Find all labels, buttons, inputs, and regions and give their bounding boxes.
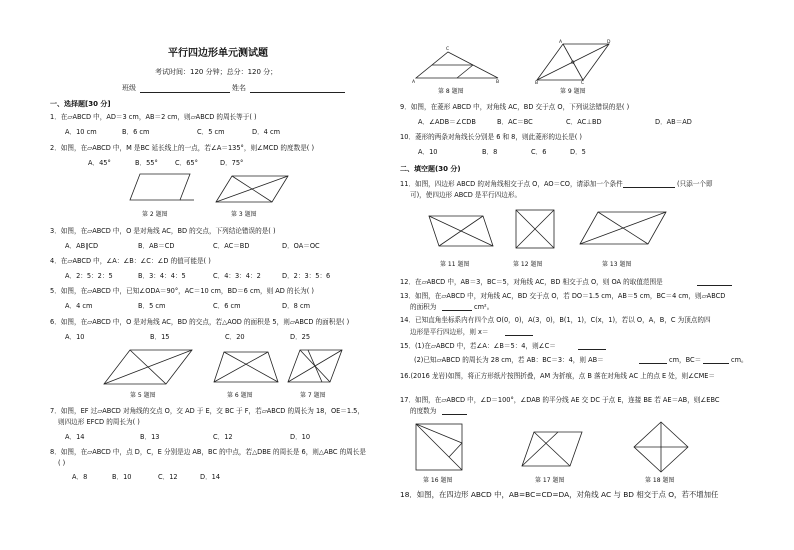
section-choice-heading: 一、选择题[30 分] — [50, 100, 111, 108]
figure-q6 — [210, 348, 280, 388]
question-12: 12．在▱ABCD 中，AB＝3，BC＝5，对角线 AC，BD 相交于点 O，则 OA 的取值范围是 — [400, 278, 663, 286]
figure-q5 — [102, 344, 194, 389]
name-blank[interactable] — [250, 92, 345, 93]
q5-option-c[interactable]: C．6 cm — [213, 302, 241, 310]
q1-option-b[interactable]: B．6 cm — [122, 128, 150, 136]
q6-option-a[interactable]: A．10 — [65, 333, 85, 341]
figure-q17 — [520, 428, 586, 472]
figure-7-caption: 第 7 题图 — [300, 392, 326, 399]
figure-q18 — [630, 418, 692, 476]
svg-text:B: B — [496, 80, 500, 85]
q7-option-b[interactable]: B．13 — [140, 433, 160, 441]
svg-text:A: A — [412, 80, 416, 85]
q2-option-d[interactable]: D．75° — [220, 159, 244, 167]
q3-option-a[interactable]: A．AB∥CD — [65, 242, 99, 250]
q2-option-c[interactable]: C．65° — [175, 159, 198, 167]
question-15-line-1: 15．(1)在▱ABCD 中，若∠A：∠B＝5：4，则∠C＝ — [400, 342, 556, 350]
question-14-line-1: 14．已知直角坐标系内有四个点 O(0，0)，A(3，0)，B(1，1)，C(x，1)，若以 O，A，B，C 为顶点的四 — [400, 316, 711, 324]
question-5: 5．如图，在▱ABCD 中，已知∠ODA＝90°，AC＝10 cm，BD＝6 cm，则 AD 的长为( ) — [50, 287, 314, 295]
q13-answer-blank[interactable] — [442, 310, 472, 311]
svg-text:D: D — [607, 40, 611, 45]
q13-unit: cm²。 — [474, 303, 494, 311]
page-title: 平行四边形单元测试题 — [168, 48, 268, 59]
q3-option-b[interactable]: B．AB＝CD — [138, 242, 175, 250]
figure-2-caption: 第 2 题图 — [142, 211, 168, 218]
q8-option-c[interactable]: C．12 — [158, 473, 178, 481]
question-14-line-2: 边形是平行四边形，则 x＝ — [410, 328, 489, 336]
class-label: 班级 — [122, 84, 136, 92]
figure-9-caption: 第 9 题图 — [560, 88, 586, 95]
question-7-line-2: 则四边形 EFCD 的周长为( ) — [58, 418, 140, 426]
q9-option-d[interactable]: D．AB＝AD — [655, 118, 692, 126]
q15-2-bc-blank[interactable] — [703, 363, 729, 364]
q4-option-c[interactable]: C．4：3：4：2 — [213, 272, 261, 280]
figure-8-caption: 第 8 题图 — [438, 88, 464, 95]
question-13-line-2: 的面积为 — [410, 303, 437, 311]
name-label: 姓名 — [232, 84, 246, 92]
q3-option-d[interactable]: D．OA＝OC — [282, 242, 320, 250]
question-11-line-1: 11．如图，四边形 ABCD 的对角线相交于点 O，AO＝CO，请添加一个条件 — [400, 180, 623, 188]
question-16-line-1: 16.(2016 龙岩)如图，将正方形纸片按图折叠，AM 为折痕，点 B 落在对角线 AC 上的点 E 处，则∠CME＝ — [400, 372, 716, 380]
q10-option-d[interactable]: D．5 — [570, 148, 586, 156]
q6-option-b[interactable]: B．15 — [150, 333, 170, 341]
question-10: 10．菱形的两条对角线长分别是 6 和 8，则此菱形的边长是( ) — [400, 133, 582, 141]
q9-option-c[interactable]: C．AC⊥BD — [566, 118, 602, 126]
q10-option-c[interactable]: C．6 — [531, 148, 547, 156]
q10-option-a[interactable]: A．10 — [418, 148, 438, 156]
figure-q16 — [412, 420, 466, 476]
figure-q2 — [126, 168, 196, 208]
q7-option-a[interactable]: A．14 — [65, 433, 85, 441]
figure-3-caption: 第 3 题图 — [231, 211, 257, 218]
question-13-line-1: 13．如图，在▱ABCD 中，对角线 AC，BD 交于点 O，若 DO＝1.5 cm，AB＝5 cm，BC＝4 cm，则▱ABCD — [400, 292, 726, 300]
question-4: 4．在▱ABCD 中，∠A：∠B：∠C：∠D 的值可能是( ) — [50, 257, 211, 265]
figure-12-caption: 第 12 题图 — [513, 261, 543, 268]
question-17-line-1: 17．如图，在▱ABCD 中，∠D＝100°，∠DAB 的平分线 AE 交 DC 于点 E，连接 BE 若 AE＝AB，则∠EBC — [400, 396, 720, 404]
figure-q9 — [535, 40, 611, 84]
q4-option-a[interactable]: A．2：5：2：5 — [65, 272, 113, 280]
question-2: 2．如图，在▱ABCD 中，M 是BC 延长线上的一点，若∠A＝135°，则∠MCD 的度数是( ) — [50, 144, 315, 152]
q4-option-d[interactable]: D．2：3：5：6 — [282, 272, 331, 280]
question-8-line-1: 8．如图，在▱ABCD 中，点 D，C，E 分别是边 AB，BC 的中点，若△DBE 的周长是 6，则△ABC 的周长是 — [50, 448, 366, 456]
q17-answer-blank[interactable] — [442, 414, 467, 415]
q8-option-b[interactable]: B．10 — [112, 473, 132, 481]
q9-option-a[interactable]: A．∠ADB＝∠CDB — [418, 118, 476, 126]
question-9: 9．如图，在菱形 ABCD 中，对角线 AC，BD 交于点 O，下列说法错误的是( ) — [400, 103, 630, 111]
q1-option-d[interactable]: D．4 cm — [252, 128, 281, 136]
figure-16-caption: 第 16 题图 — [423, 477, 453, 484]
q15-end: cm。 — [731, 356, 748, 364]
figure-q11 — [421, 212, 499, 250]
q12-answer-blank[interactable] — [697, 285, 732, 286]
figure-q12 — [512, 206, 558, 252]
figure-q8 — [412, 46, 502, 84]
q5-option-d[interactable]: D．8 cm — [282, 302, 311, 310]
question-18-line-1: 18．如图，在四边形 ABCD 中，AB=BC=CD=DA，对角线 AC 与 BD 相交于点 O，若不增加任 — [400, 490, 719, 499]
q3-option-c[interactable]: C．AC＝BD — [213, 242, 250, 250]
figure-17-caption: 第 17 题图 — [535, 477, 565, 484]
svg-text:B: B — [535, 81, 539, 86]
figure-q3 — [214, 170, 292, 208]
class-blank[interactable] — [140, 92, 230, 93]
figure-q7 — [286, 346, 346, 388]
question-1: 1．在▱ABCD 中，AD＝3 cm，AB＝2 cm，则▱ABCD 的周长等于( ) — [50, 113, 257, 121]
q7-option-d[interactable]: D．10 — [290, 433, 311, 441]
q15-1-answer-blank[interactable] — [578, 349, 606, 350]
figure-5-caption: 第 5 题图 — [130, 392, 156, 399]
q10-option-b[interactable]: B．8 — [482, 148, 498, 156]
q2-option-b[interactable]: B．55° — [135, 159, 158, 167]
section-fill-heading: 二、填空题(30 分) — [400, 165, 461, 173]
q14-answer-blank[interactable] — [505, 335, 533, 336]
question-3: 3．如图，在▱ABCD 中，O 是对角线 AC，BD 的交点，下列结论错误的是( ) — [50, 227, 276, 235]
q15-2-ab-blank[interactable] — [639, 363, 667, 364]
q7-option-c[interactable]: C．12 — [213, 433, 233, 441]
q1-option-a[interactable]: A．10 cm — [65, 128, 97, 136]
q5-option-a[interactable]: A．4 cm — [65, 302, 93, 310]
q15-mid: cm，BC＝ — [669, 356, 702, 364]
figure-6-caption: 第 6 题图 — [227, 392, 253, 399]
svg-text:A: A — [559, 40, 563, 45]
figure-11-caption: 第 11 题图 — [440, 261, 470, 268]
svg-text:C: C — [446, 47, 450, 52]
q4-option-b[interactable]: B．3：4：4：5 — [138, 272, 186, 280]
question-7-line-1: 7．如图，EF 过▱ABCD 对角线的交点 O，交 AD 于 E，交 BC 于 F，若▱ABCD 的周长为 18，OE＝1.5， — [50, 407, 364, 415]
q8-option-d[interactable]: D．14 — [200, 473, 221, 481]
figure-18-caption: 第 18 题图 — [645, 477, 675, 484]
q9-option-b[interactable]: B．AC＝BC — [497, 118, 533, 126]
svg-text:C: C — [581, 81, 585, 86]
question-6: 6．如图，在▱ABCD 中，O 是对角线 AC，BD 的交点，若△AOD 的面积是 5，则▱ABCD 的面积是( ) — [50, 318, 350, 326]
question-11-line-2: 可)，使四边形 ABCD 是平行四边形。 — [410, 191, 522, 199]
svg-text:O: O — [571, 61, 575, 66]
question-8-line-2: ( ) — [58, 459, 66, 467]
question-11-tail: (只添一个即 — [677, 180, 713, 188]
exam-info: 考试时间：120 分钟；总分：120 分； — [155, 68, 278, 76]
q6-option-c[interactable]: C．20 — [225, 333, 245, 341]
question-17-line-2: 的度数为 — [410, 407, 437, 415]
question-15-line-2: (2)已知▱ABCD 的周长为 28 cm，若 AB：BC＝3：4，则 AB＝ — [414, 356, 604, 364]
q6-option-d[interactable]: D．25 — [290, 333, 311, 341]
figure-13-caption: 第 13 题图 — [602, 261, 632, 268]
q1-option-c[interactable]: C．5 cm — [197, 128, 225, 136]
q8-option-a[interactable]: A．8 — [72, 473, 88, 481]
figure-q13 — [578, 208, 670, 250]
q5-option-b[interactable]: B．5 cm — [138, 302, 166, 310]
q11-answer-blank[interactable] — [623, 187, 675, 188]
q2-option-a[interactable]: A．45° — [88, 159, 111, 167]
